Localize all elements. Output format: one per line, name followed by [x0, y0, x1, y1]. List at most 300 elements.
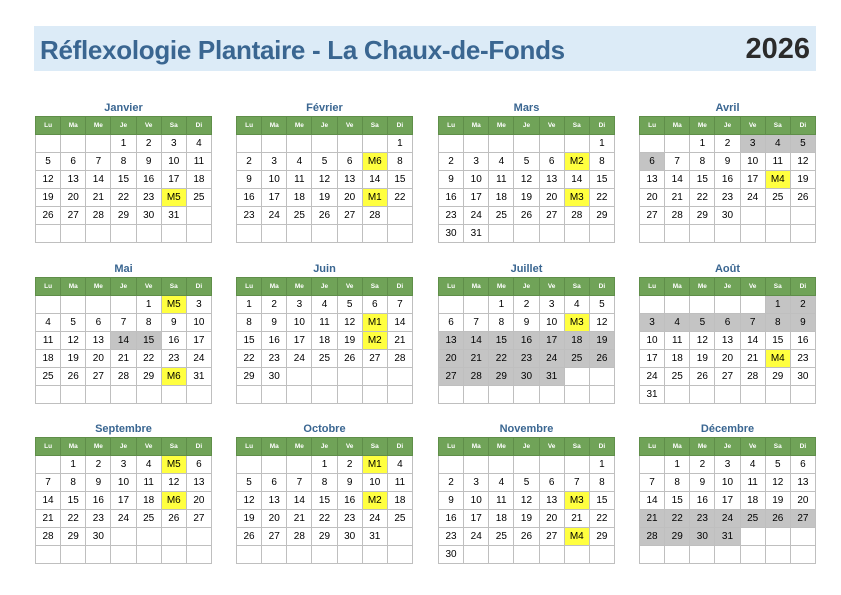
holiday-day-cell: 21: [464, 350, 489, 368]
day-cell: 24: [464, 528, 489, 546]
day-cell: 11: [136, 474, 161, 492]
day-cell: 20: [337, 189, 362, 207]
year-label: 2026: [745, 33, 810, 65]
empty-cell: [287, 368, 312, 386]
day-cell: 3: [464, 153, 489, 171]
day-cell: 6: [539, 474, 564, 492]
day-cell: 3: [111, 456, 136, 474]
day-cell: 18: [136, 492, 161, 510]
day-cell: 27: [362, 350, 387, 368]
empty-cell: [489, 135, 514, 153]
empty-cell: [464, 456, 489, 474]
day-cell: 1: [387, 135, 412, 153]
holiday-day-cell: 28: [464, 368, 489, 386]
day-cell: 23: [439, 207, 464, 225]
empty-cell: [136, 528, 161, 546]
empty-cell: [765, 207, 790, 225]
day-cell: 20: [790, 492, 815, 510]
holiday-day-cell: 30: [514, 368, 539, 386]
empty-cell: [464, 546, 489, 564]
day-cell: 31: [186, 368, 211, 386]
session-cell: M4: [765, 350, 790, 368]
day-cell: 9: [86, 474, 111, 492]
empty-cell: [86, 546, 111, 564]
weekday-header: Me: [489, 278, 514, 296]
day-cell: 9: [715, 153, 740, 171]
holiday-day-cell: 14: [111, 332, 136, 350]
day-cell: 10: [287, 314, 312, 332]
day-cell: 23: [439, 528, 464, 546]
day-cell: 24: [262, 207, 287, 225]
day-cell: 21: [564, 510, 589, 528]
day-cell: 13: [86, 332, 111, 350]
month-name: Juin: [313, 263, 336, 275]
day-cell: 11: [287, 171, 312, 189]
day-cell: 19: [514, 510, 539, 528]
weekday-header: Di: [790, 117, 815, 135]
day-cell: 3: [262, 153, 287, 171]
day-cell: 25: [489, 207, 514, 225]
day-cell: 13: [715, 332, 740, 350]
day-cell: 24: [640, 368, 665, 386]
day-cell: 7: [36, 474, 61, 492]
day-cell: 15: [589, 171, 614, 189]
day-cell: 21: [111, 350, 136, 368]
empty-cell: [690, 296, 715, 314]
day-cell: 23: [86, 510, 111, 528]
empty-cell: [740, 296, 765, 314]
day-cell: 1: [111, 135, 136, 153]
day-cell: 28: [665, 207, 690, 225]
day-cell: 21: [740, 350, 765, 368]
day-cell: 30: [262, 368, 287, 386]
weekday-header: Sa: [564, 278, 589, 296]
empty-cell: [362, 135, 387, 153]
day-cell: 15: [61, 492, 86, 510]
empty-cell: [111, 528, 136, 546]
day-cell: 7: [665, 153, 690, 171]
month-6: [438, 261, 615, 404]
day-cell: 8: [136, 314, 161, 332]
day-cell: 15: [237, 332, 262, 350]
session-cell: M6: [161, 368, 186, 386]
day-cell: 30: [136, 207, 161, 225]
month-name: Septembre: [95, 423, 152, 435]
day-cell: 23: [262, 350, 287, 368]
empty-cell: [36, 546, 61, 564]
day-cell: 19: [237, 510, 262, 528]
day-cell: 8: [61, 474, 86, 492]
day-cell: 13: [640, 171, 665, 189]
weekday-header: Lu: [237, 278, 262, 296]
empty-cell: [111, 386, 136, 404]
session-cell: M3: [564, 189, 589, 207]
holiday-day-cell: 26: [765, 510, 790, 528]
day-cell: 24: [186, 350, 211, 368]
day-cell: 18: [186, 171, 211, 189]
day-cell: 20: [539, 510, 564, 528]
empty-cell: [262, 546, 287, 564]
empty-cell: [387, 546, 412, 564]
day-cell: 10: [262, 171, 287, 189]
day-cell: 9: [262, 314, 287, 332]
holiday-day-cell: 18: [564, 332, 589, 350]
day-cell: 25: [765, 189, 790, 207]
day-cell: 6: [61, 153, 86, 171]
weekday-header: Lu: [640, 438, 665, 456]
session-cell: M4: [564, 528, 589, 546]
holiday-day-cell: 25: [740, 510, 765, 528]
empty-cell: [111, 546, 136, 564]
weekday-header: Me: [287, 117, 312, 135]
day-cell: 30: [86, 528, 111, 546]
weekday-header: Ma: [262, 438, 287, 456]
day-cell: 10: [362, 474, 387, 492]
month-grid: [236, 437, 413, 564]
empty-cell: [387, 225, 412, 243]
day-cell: 12: [690, 332, 715, 350]
day-cell: 10: [186, 314, 211, 332]
empty-cell: [111, 296, 136, 314]
empty-cell: [514, 135, 539, 153]
day-cell: 8: [312, 474, 337, 492]
day-cell: 23: [790, 350, 815, 368]
holiday-day-cell: 20: [439, 350, 464, 368]
day-cell: 6: [539, 153, 564, 171]
day-cell: 29: [690, 207, 715, 225]
weekday-header: Ma: [61, 278, 86, 296]
day-cell: 6: [337, 153, 362, 171]
empty-cell: [589, 225, 614, 243]
day-cell: 27: [715, 368, 740, 386]
empty-cell: [765, 225, 790, 243]
holiday-day-cell: 30: [690, 528, 715, 546]
empty-cell: [665, 546, 690, 564]
weekday-header: Je: [111, 438, 136, 456]
day-cell: 10: [539, 314, 564, 332]
weekday-header: Lu: [36, 278, 61, 296]
holiday-day-cell: 25: [564, 350, 589, 368]
day-cell: 17: [111, 492, 136, 510]
weekday-header: Ve: [539, 278, 564, 296]
weekday-header: Lu: [439, 438, 464, 456]
session-cell: M3: [564, 492, 589, 510]
day-cell: 26: [312, 207, 337, 225]
day-cell: 12: [514, 171, 539, 189]
month-0: [35, 100, 212, 243]
month-grid: [35, 116, 212, 243]
weekday-header: Ve: [740, 117, 765, 135]
empty-cell: [439, 456, 464, 474]
weekday-header: Ve: [136, 438, 161, 456]
empty-cell: [464, 386, 489, 404]
day-cell: 17: [715, 492, 740, 510]
day-cell: 17: [464, 189, 489, 207]
empty-cell: [262, 135, 287, 153]
day-cell: 26: [690, 368, 715, 386]
day-cell: 20: [262, 510, 287, 528]
weekday-header: Ve: [539, 117, 564, 135]
empty-cell: [86, 135, 111, 153]
day-cell: 28: [387, 350, 412, 368]
session-cell: M4: [765, 171, 790, 189]
empty-cell: [489, 386, 514, 404]
holiday-day-cell: 5: [790, 135, 815, 153]
day-cell: 10: [740, 153, 765, 171]
day-cell: 15: [765, 332, 790, 350]
weekday-header: Sa: [161, 278, 186, 296]
day-cell: 7: [387, 296, 412, 314]
day-cell: 28: [287, 528, 312, 546]
weekday-header: Di: [790, 438, 815, 456]
day-cell: 23: [337, 510, 362, 528]
day-cell: 25: [186, 189, 211, 207]
day-cell: 6: [86, 314, 111, 332]
empty-cell: [161, 528, 186, 546]
day-cell: 28: [362, 207, 387, 225]
month-grid: [236, 116, 413, 243]
day-cell: 19: [790, 171, 815, 189]
weekday-header: Me: [287, 278, 312, 296]
empty-cell: [690, 546, 715, 564]
weekday-header: Me: [489, 117, 514, 135]
session-cell: M3: [564, 314, 589, 332]
holiday-day-cell: 15: [489, 332, 514, 350]
weekday-header: Di: [387, 117, 412, 135]
weekday-header: Ma: [665, 438, 690, 456]
empty-cell: [61, 386, 86, 404]
weekday-header: Di: [790, 278, 815, 296]
weekday-header: Sa: [362, 278, 387, 296]
day-cell: 27: [61, 207, 86, 225]
month-9: [236, 421, 413, 564]
day-cell: 25: [287, 207, 312, 225]
day-cell: 30: [337, 528, 362, 546]
holiday-day-cell: 5: [690, 314, 715, 332]
day-cell: 31: [464, 225, 489, 243]
holiday-day-cell: 24: [539, 350, 564, 368]
empty-cell: [640, 456, 665, 474]
month-name: Novembre: [499, 423, 554, 435]
empty-cell: [715, 296, 740, 314]
day-cell: 14: [362, 171, 387, 189]
session-cell: M1: [362, 314, 387, 332]
empty-cell: [589, 368, 614, 386]
day-cell: 10: [111, 474, 136, 492]
holiday-day-cell: 31: [539, 368, 564, 386]
month-5: [236, 261, 413, 404]
empty-cell: [715, 546, 740, 564]
day-cell: 14: [287, 492, 312, 510]
day-cell: 16: [439, 510, 464, 528]
day-cell: 7: [640, 474, 665, 492]
day-cell: 6: [790, 456, 815, 474]
day-cell: 25: [489, 528, 514, 546]
weekday-header: Ve: [740, 278, 765, 296]
day-cell: 5: [765, 456, 790, 474]
day-cell: 27: [186, 510, 211, 528]
weekday-header: Lu: [640, 117, 665, 135]
weekday-header: Je: [715, 278, 740, 296]
day-cell: 4: [287, 153, 312, 171]
day-cell: 28: [86, 207, 111, 225]
day-cell: 18: [312, 332, 337, 350]
weekday-header: Ve: [136, 278, 161, 296]
page-header: [34, 26, 816, 71]
day-cell: 4: [36, 314, 61, 332]
day-cell: 9: [514, 314, 539, 332]
day-cell: 12: [589, 314, 614, 332]
day-cell: 15: [665, 492, 690, 510]
day-cell: 12: [514, 492, 539, 510]
empty-cell: [439, 135, 464, 153]
day-cell: 15: [387, 171, 412, 189]
day-cell: 10: [640, 332, 665, 350]
day-cell: 12: [36, 171, 61, 189]
holiday-day-cell: 15: [136, 332, 161, 350]
day-cell: 5: [36, 153, 61, 171]
day-cell: 4: [489, 153, 514, 171]
empty-cell: [564, 225, 589, 243]
holiday-day-cell: 26: [589, 350, 614, 368]
day-cell: 6: [262, 474, 287, 492]
day-cell: 12: [790, 153, 815, 171]
day-cell: 11: [387, 474, 412, 492]
empty-cell: [589, 546, 614, 564]
day-cell: 25: [136, 510, 161, 528]
empty-cell: [514, 546, 539, 564]
day-cell: 21: [36, 510, 61, 528]
day-cell: 19: [765, 492, 790, 510]
month-name: Août: [714, 263, 741, 275]
day-cell: 11: [312, 314, 337, 332]
day-cell: 24: [464, 207, 489, 225]
empty-cell: [186, 386, 211, 404]
empty-cell: [690, 386, 715, 404]
holiday-day-cell: 1: [765, 296, 790, 314]
empty-cell: [287, 135, 312, 153]
day-cell: 31: [161, 207, 186, 225]
day-cell: 13: [262, 492, 287, 510]
day-cell: 19: [514, 189, 539, 207]
day-cell: 7: [287, 474, 312, 492]
day-cell: 23: [161, 350, 186, 368]
empty-cell: [740, 528, 765, 546]
day-cell: 14: [86, 171, 111, 189]
day-cell: 17: [740, 171, 765, 189]
day-cell: 8: [489, 314, 514, 332]
empty-cell: [489, 225, 514, 243]
empty-cell: [111, 225, 136, 243]
day-cell: 2: [237, 153, 262, 171]
day-cell: 26: [36, 207, 61, 225]
holiday-day-cell: 7: [740, 314, 765, 332]
day-cell: 30: [715, 207, 740, 225]
weekday-header: Sa: [362, 438, 387, 456]
month-11: [639, 421, 816, 564]
weekday-header: Me: [690, 278, 715, 296]
day-cell: 2: [136, 135, 161, 153]
empty-cell: [715, 225, 740, 243]
empty-cell: [61, 225, 86, 243]
empty-cell: [312, 546, 337, 564]
day-cell: 29: [136, 368, 161, 386]
day-cell: 22: [589, 189, 614, 207]
day-cell: 24: [362, 510, 387, 528]
weekday-header: Ve: [337, 278, 362, 296]
month-8: [35, 421, 212, 564]
empty-cell: [86, 296, 111, 314]
day-cell: 1: [489, 296, 514, 314]
day-cell: 21: [287, 510, 312, 528]
weekday-header: Di: [387, 438, 412, 456]
day-cell: 16: [161, 332, 186, 350]
empty-cell: [665, 225, 690, 243]
holiday-day-cell: 28: [640, 528, 665, 546]
empty-cell: [262, 225, 287, 243]
weekday-header: Lu: [237, 117, 262, 135]
empty-cell: [539, 546, 564, 564]
empty-cell: [589, 386, 614, 404]
weekday-header: Ma: [665, 278, 690, 296]
empty-cell: [237, 135, 262, 153]
weekday-header: Sa: [161, 117, 186, 135]
day-cell: 28: [111, 368, 136, 386]
day-cell: 11: [489, 171, 514, 189]
weekday-header: Di: [387, 278, 412, 296]
day-cell: 12: [237, 492, 262, 510]
day-cell: 10: [161, 153, 186, 171]
day-cell: 18: [665, 350, 690, 368]
month-2: [438, 100, 615, 243]
day-cell: 6: [362, 296, 387, 314]
weekday-header: Je: [312, 438, 337, 456]
holiday-day-cell: 13: [439, 332, 464, 350]
empty-cell: [464, 296, 489, 314]
day-cell: 9: [690, 474, 715, 492]
day-cell: 1: [136, 296, 161, 314]
day-cell: 13: [539, 171, 564, 189]
empty-cell: [36, 225, 61, 243]
day-cell: 16: [237, 189, 262, 207]
empty-cell: [362, 546, 387, 564]
day-cell: 1: [312, 456, 337, 474]
day-cell: 7: [564, 474, 589, 492]
holiday-day-cell: 14: [464, 332, 489, 350]
day-cell: 3: [715, 456, 740, 474]
holiday-day-cell: 22: [665, 510, 690, 528]
session-cell: M5: [161, 456, 186, 474]
empty-cell: [387, 528, 412, 546]
day-cell: 1: [665, 456, 690, 474]
day-cell: 17: [262, 189, 287, 207]
weekday-header: Ve: [740, 438, 765, 456]
day-cell: 5: [312, 153, 337, 171]
day-cell: 18: [36, 350, 61, 368]
weekday-header: Je: [312, 117, 337, 135]
empty-cell: [514, 386, 539, 404]
empty-cell: [161, 225, 186, 243]
day-cell: 6: [186, 456, 211, 474]
day-cell: 16: [790, 332, 815, 350]
holiday-day-cell: 27: [790, 510, 815, 528]
empty-cell: [337, 368, 362, 386]
empty-cell: [640, 135, 665, 153]
empty-cell: [740, 546, 765, 564]
weekday-header: Ma: [464, 117, 489, 135]
holiday-day-cell: 24: [715, 510, 740, 528]
day-cell: 17: [464, 510, 489, 528]
